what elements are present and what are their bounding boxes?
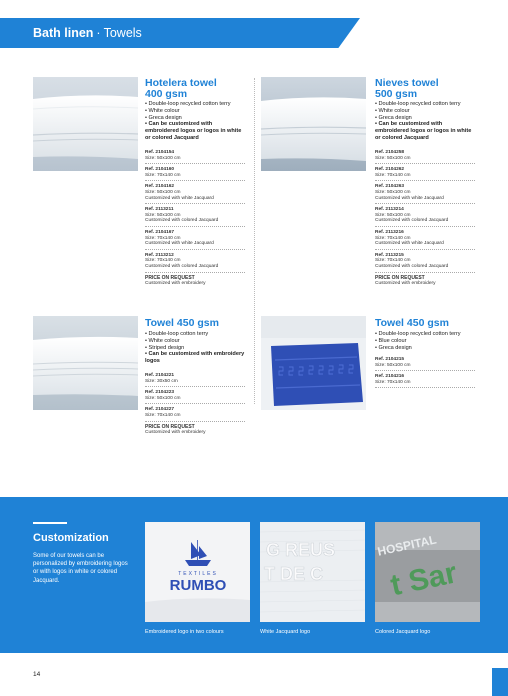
nieves-features bbox=[375, 101, 475, 142]
reference-detail: Size: 50x100 cm bbox=[145, 395, 181, 401]
nieves-title-line1: Nieves towel bbox=[375, 77, 439, 89]
nieves-towel-photo bbox=[261, 77, 366, 171]
feature-item: • Double-loop recycled cotton terry bbox=[375, 101, 475, 108]
reference-detail: Customized with white Jacquard bbox=[375, 241, 444, 247]
reference-code: Ref. 2104258 bbox=[375, 150, 405, 155]
jacquard-logo-main-text: T DE C bbox=[264, 564, 324, 584]
hotelera-title-line1: Hotelera towel bbox=[145, 77, 217, 89]
blue-towel-450-photo bbox=[261, 316, 366, 410]
reference-code: Ref. 2113214 bbox=[375, 207, 404, 213]
reference-item bbox=[375, 374, 475, 388]
reference-detail: Size: 30x50 cm bbox=[145, 378, 178, 384]
reference-item bbox=[145, 230, 245, 250]
price-note: Customized with embroidery bbox=[145, 281, 206, 287]
feature-item: • Blue colour bbox=[375, 338, 475, 345]
page-corner-tab bbox=[492, 668, 508, 696]
section-subtitle: Towels bbox=[103, 26, 142, 40]
reference-item bbox=[145, 373, 245, 387]
reference-item bbox=[375, 253, 475, 273]
reference-code: Ref. 2113212 bbox=[145, 252, 174, 258]
reference-code: Ref. 2104154 bbox=[145, 150, 175, 155]
price-on-request: PRICE ON REQUEST bbox=[375, 274, 425, 281]
reference-item bbox=[375, 207, 475, 227]
reference-detail: Size: 70x140 cm bbox=[145, 412, 181, 418]
reference-detail: Customized with white Jacquard bbox=[375, 195, 444, 201]
title-separator: · bbox=[96, 26, 101, 40]
reference-detail: Customized with colored Jacquard bbox=[375, 218, 449, 224]
feature-item: • Can be customized with embroidery logos bbox=[145, 351, 245, 365]
feature-item: • Greca design bbox=[375, 345, 475, 352]
colored-jacquard-caption: Colored Jacquard logo bbox=[375, 629, 431, 635]
feature-item: • Greca design bbox=[375, 115, 475, 122]
reference-code: Ref. 2104263 bbox=[375, 184, 405, 190]
nieves-title bbox=[375, 78, 439, 100]
reference-detail: Size: 50x100 cm bbox=[375, 155, 411, 161]
feature-item: • Double-loop recycled cotton terry bbox=[375, 331, 475, 338]
colored-logo-top-text: HOSPITAL bbox=[376, 532, 438, 559]
reference-code: Ref. 2104162 bbox=[145, 184, 175, 190]
embroidered-logo-caption: Embroidered logo in two colours bbox=[145, 629, 224, 635]
feature-item: • Double-loop recycled cotton terry bbox=[145, 101, 245, 108]
customization-title: Customization bbox=[33, 532, 109, 544]
hotelera-features bbox=[145, 101, 245, 142]
logo-textiles-text: TEXTILES bbox=[178, 571, 218, 577]
white-towel-450-title bbox=[145, 318, 219, 329]
hotelera-references bbox=[145, 150, 245, 287]
reference-detail: Size: 70x140 cm bbox=[375, 172, 411, 178]
colored-logo-main-text: t Sar bbox=[387, 556, 460, 603]
reference-item bbox=[145, 184, 245, 204]
feature-item: • White colour bbox=[145, 338, 245, 345]
jacquard-logo-top-text: G REUS bbox=[266, 540, 336, 560]
reference-code: Ref. 2113215 bbox=[375, 252, 404, 258]
nieves-references bbox=[375, 150, 475, 287]
reference-detail: Customized with colored Jacquard bbox=[145, 218, 219, 224]
page-number: 14 bbox=[33, 671, 41, 678]
white-towel-450-title-line1: Towel 450 gsm bbox=[145, 317, 219, 329]
reference-item bbox=[145, 207, 245, 227]
nieves-title-line2: 500 gsm bbox=[375, 88, 418, 100]
price-note: Customized with embroidery bbox=[145, 430, 206, 436]
customization-description: Some of our towels can be personalized by embroidering logos or with logos in white or colored Jacquard. bbox=[33, 553, 128, 584]
embroidered-logo-photo bbox=[145, 522, 250, 622]
reference-code: Ref. 2104221 bbox=[145, 373, 175, 378]
reference-item bbox=[375, 230, 475, 250]
reference-detail: Size: 50x100 cm bbox=[145, 212, 181, 218]
hotelera-title-line2: 400 gsm bbox=[145, 88, 188, 100]
white-jacquard-logo-photo bbox=[260, 522, 365, 622]
feature-item: • Striped design bbox=[145, 345, 245, 352]
reference-detail: Size: 50x100 cm bbox=[145, 155, 181, 161]
feature-item: • Greca design bbox=[145, 115, 245, 122]
colored-jacquard-logo-photo bbox=[375, 522, 480, 622]
reference-code: Ref. 2113216 bbox=[375, 229, 404, 235]
blue-towel-450-features bbox=[375, 331, 475, 351]
reference-detail: Size: 50x100 cm bbox=[375, 212, 411, 218]
reference-detail: Size: 70x140 cm bbox=[145, 235, 181, 241]
white-towel-450-references bbox=[145, 373, 245, 436]
reference-detail: Customized with colored Jacquard bbox=[375, 263, 449, 269]
column-divider bbox=[254, 78, 255, 404]
price-on-request: PRICE ON REQUEST bbox=[145, 274, 195, 281]
reference-code: Ref. 2104223 bbox=[145, 390, 175, 396]
reference-code: Ref. 2113211 bbox=[145, 207, 174, 213]
blue-towel-450-title bbox=[375, 318, 449, 329]
reference-detail: Size: 70x140 cm bbox=[145, 258, 181, 264]
reference-item bbox=[375, 357, 475, 371]
feature-item: • White colour bbox=[145, 108, 245, 115]
reference-item bbox=[145, 167, 245, 181]
reference-code: Ref. 2104262 bbox=[375, 167, 405, 173]
reference-detail: Customized with white Jacquard bbox=[145, 241, 214, 247]
reference-detail: Size: 50x100 cm bbox=[145, 189, 181, 195]
reference-detail: Size: 70x140 cm bbox=[375, 235, 411, 241]
white-jacquard-caption: White Jacquard logo bbox=[260, 629, 311, 635]
reference-code: Ref. 2104160 bbox=[145, 167, 175, 173]
reference-item bbox=[375, 167, 475, 181]
reference-code: Ref. 2104216 bbox=[375, 374, 405, 380]
reference-item bbox=[145, 150, 245, 164]
reference-detail: Size: 70x140 cm bbox=[375, 258, 411, 264]
reference-item bbox=[145, 390, 245, 404]
reference-item bbox=[145, 407, 245, 421]
blue-towel-450-title-line1: Towel 450 gsm bbox=[375, 317, 449, 329]
price-note: Customized with embroidery bbox=[375, 281, 436, 287]
feature-item: • Can be customized with embroidered logos or logos in white or colored Jacquard bbox=[375, 121, 475, 141]
reference-detail: Customized with white Jacquard bbox=[145, 195, 214, 201]
reference-detail: Size: 70x140 cm bbox=[375, 379, 411, 385]
hotelera-title bbox=[145, 78, 217, 100]
logo-rumbo-text: RUMBO bbox=[169, 577, 227, 594]
reference-detail: Customized with colored Jacquard bbox=[145, 263, 219, 269]
reference-code: Ref. 2104167 bbox=[145, 229, 175, 235]
feature-item: • Double-loop cotton terry bbox=[145, 331, 245, 338]
reference-code: Ref. 2104215 bbox=[375, 357, 405, 362]
reference-item bbox=[145, 253, 245, 273]
white-towel-450-photo bbox=[33, 316, 138, 410]
feature-item: • White colour bbox=[375, 108, 475, 115]
reference-code: Ref. 2104227 bbox=[145, 407, 175, 413]
reference-detail: Size: 50x100 cm bbox=[375, 362, 411, 368]
blue-towel-450-references bbox=[375, 357, 475, 391]
white-towel-450-features bbox=[145, 331, 245, 365]
reference-detail: Size: 70x140 cm bbox=[145, 172, 181, 178]
price-on-request: PRICE ON REQUEST bbox=[145, 423, 195, 430]
reference-item bbox=[375, 150, 475, 164]
feature-item: • Can be customized with embroidered logos or logos in white or colored Jacquard bbox=[145, 121, 245, 141]
reference-item bbox=[375, 184, 475, 204]
reference-detail: Size: 50x100 cm bbox=[375, 189, 411, 195]
hotelera-towel-photo bbox=[33, 77, 138, 171]
customization-accent-line bbox=[33, 522, 67, 524]
section-title: Bath linen bbox=[33, 26, 94, 40]
page-heading bbox=[33, 26, 142, 40]
